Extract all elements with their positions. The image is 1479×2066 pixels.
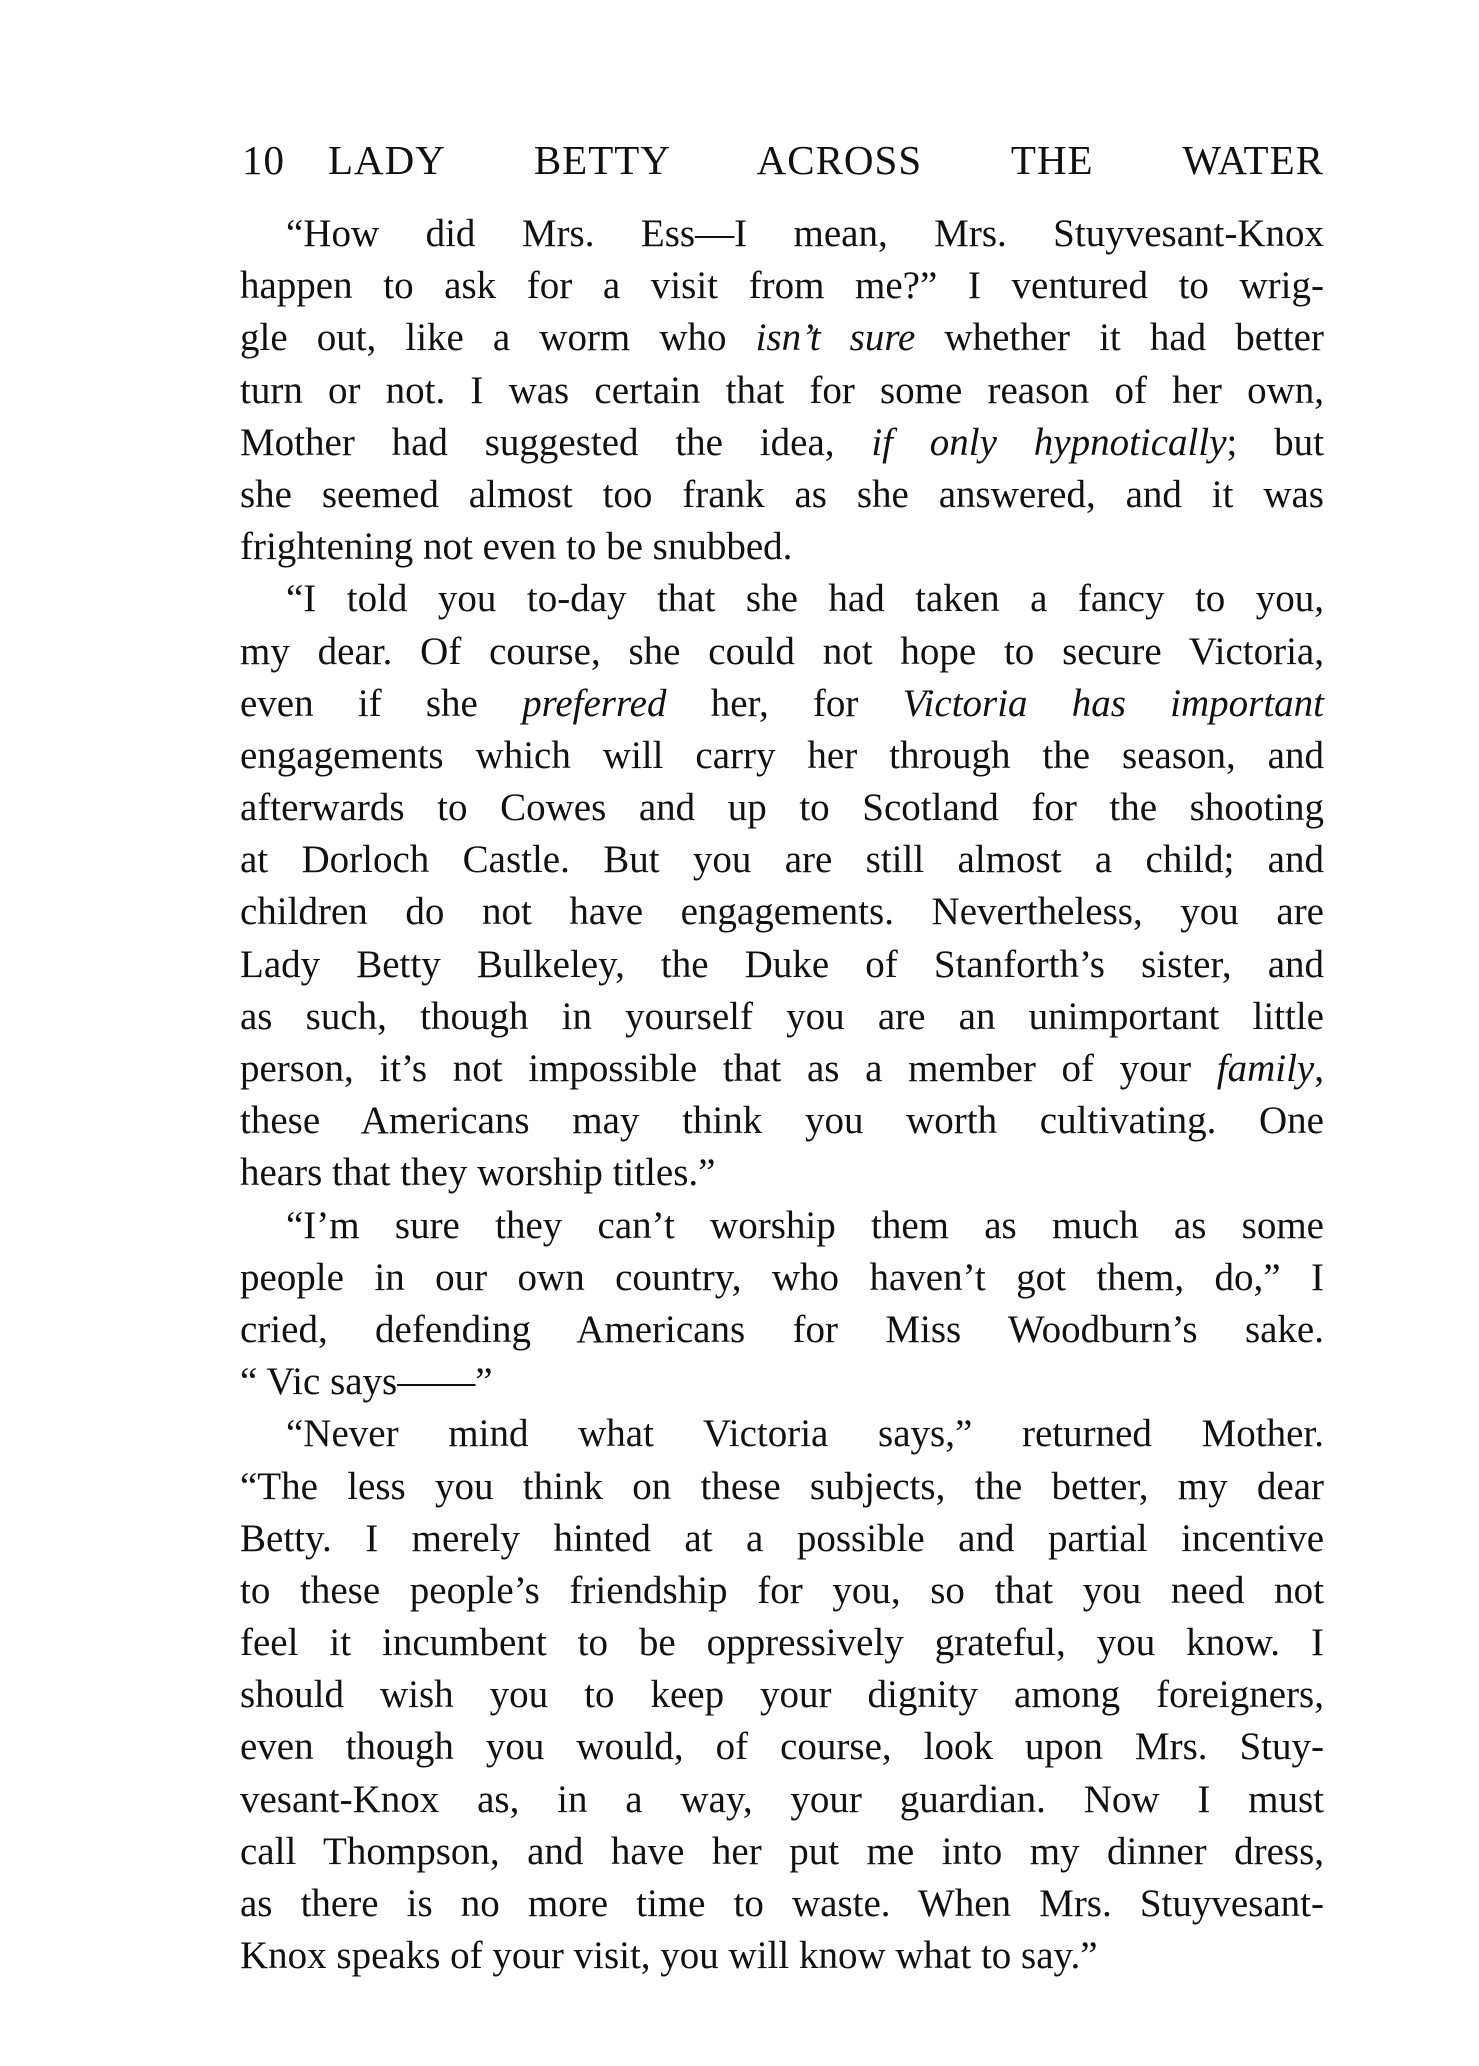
text-segment: Knox speaks of your visit, you will know what to say.”	[240, 1934, 1098, 1978]
text-segment: her, for	[666, 681, 903, 725]
text-line	[240, 417, 1324, 469]
running-header	[242, 136, 1324, 186]
italic-text: isn’t sure	[755, 316, 916, 360]
text-line	[240, 312, 1324, 364]
text-segment: happen to ask for a visit from me?” I ventured to wrig-	[240, 264, 1324, 308]
text-line	[240, 939, 1324, 991]
text-segment: these Americans may think you worth cultivating. One	[240, 1099, 1324, 1143]
text-segment: engagements which will carry her through the season, and	[240, 733, 1324, 777]
text-segment: as such, though in yourself you are an unimportant little	[240, 994, 1324, 1038]
text-segment: “I told you to-day that she had taken a fancy to you,	[286, 577, 1324, 621]
text-line	[240, 626, 1324, 678]
text-line	[240, 1930, 1324, 1982]
page-body-text	[240, 208, 1324, 1982]
text-line	[240, 260, 1324, 312]
text-segment: Betty. I merely hinted at a possible and partial incentive	[240, 1516, 1324, 1560]
text-line	[240, 1356, 1324, 1408]
text-line	[240, 1461, 1324, 1513]
text-line	[240, 1252, 1324, 1304]
text-line	[240, 1617, 1324, 1669]
text-segment: even if she	[240, 681, 523, 725]
text-segment: to these people’s friendship for you, so that you need not	[240, 1568, 1324, 1612]
text-segment: Lady Betty Bulkeley, the Duke of Stanforth’s sister, and	[240, 942, 1324, 986]
text-segment: feel it incumbent to be oppressively grateful, you know. I	[240, 1621, 1324, 1665]
text-segment: at Dorloch Castle. But you are still almost a child; and	[240, 838, 1324, 882]
text-line	[240, 886, 1324, 938]
page-number: 10	[242, 137, 285, 183]
italic-text: Victoria has important	[902, 681, 1325, 725]
text-line	[240, 469, 1324, 521]
text-line	[240, 1826, 1324, 1878]
text-line	[240, 1565, 1324, 1617]
text-line	[240, 1669, 1324, 1721]
running-title: LADY BETTY ACROSS THE WATER	[328, 137, 1324, 183]
text-segment: hears that they worship titles.”	[240, 1151, 716, 1195]
text-line	[240, 834, 1324, 886]
italic-text: if only hypnotically	[871, 420, 1227, 464]
text-line	[240, 1408, 1324, 1460]
text-line	[240, 1513, 1324, 1565]
text-line	[240, 1200, 1324, 1252]
text-line	[240, 782, 1324, 834]
text-line	[240, 1878, 1324, 1930]
text-segment: gle out, like a worm who	[240, 316, 756, 360]
text-segment: even though you would, of course, look upon Mrs. Stuy-	[240, 1725, 1324, 1769]
text-line	[240, 1721, 1324, 1773]
text-segment: “The less you think on these subjects, the better, my dear	[240, 1464, 1324, 1508]
text-line	[240, 678, 1324, 730]
text-segment: call Thompson, and have her put me into my dinner dress,	[240, 1829, 1324, 1873]
text-segment: person, it’s not impossible that as a member of your	[240, 1047, 1217, 1090]
text-line	[240, 1774, 1324, 1826]
text-line	[240, 1095, 1324, 1147]
text-line	[240, 1304, 1324, 1356]
text-segment: Mother had suggested the idea,	[240, 420, 872, 464]
text-segment: as there is no more time to waste. When Mrs. Stuyvesant-	[240, 1882, 1324, 1925]
italic-text: family	[1216, 1047, 1315, 1090]
text-segment: cried, defending Americans for Miss Woodburn’s sake.	[240, 1307, 1324, 1351]
text-line	[240, 1043, 1324, 1095]
text-segment: “I’m sure they can’t worship them as much as some	[286, 1203, 1324, 1247]
text-segment: “How did Mrs. Ess—I mean, Mrs. Stuyvesant-Knox	[286, 212, 1324, 255]
text-segment: ; but	[1226, 420, 1325, 464]
text-segment: children do not have engagements. Nevertheless, you are	[240, 890, 1324, 934]
text-line	[240, 521, 1324, 573]
text-line	[240, 730, 1324, 782]
text-segment: ,	[1314, 1047, 1324, 1090]
text-segment: “ Vic says——”	[240, 1360, 493, 1404]
text-line	[240, 365, 1324, 417]
text-line	[240, 991, 1324, 1043]
text-line	[240, 573, 1324, 625]
text-line	[240, 208, 1324, 260]
text-segment: she seemed almost too frank as she answered, and it was	[240, 472, 1324, 516]
text-segment: my dear. Of course, she could not hope to secure Victoria,	[240, 629, 1324, 673]
text-segment: people in our own country, who haven’t got them, do,” I	[240, 1255, 1324, 1299]
text-segment: frightening not even to be snubbed.	[240, 525, 793, 569]
text-segment: whether it had better	[915, 316, 1324, 360]
text-segment: afterwards to Cowes and up to Scotland for the shooting	[240, 786, 1324, 830]
text-segment: turn or not. I was certain that for some reason of her own,	[240, 368, 1324, 412]
italic-text: preferred	[522, 681, 667, 725]
text-line	[240, 1147, 1324, 1199]
text-segment: “Never mind what Victoria says,” returned Mother.	[286, 1412, 1324, 1456]
text-segment: vesant-Knox as, in a way, your guardian. Now I must	[240, 1777, 1324, 1821]
text-segment: should wish you to keep your dignity among foreigners,	[240, 1673, 1324, 1717]
